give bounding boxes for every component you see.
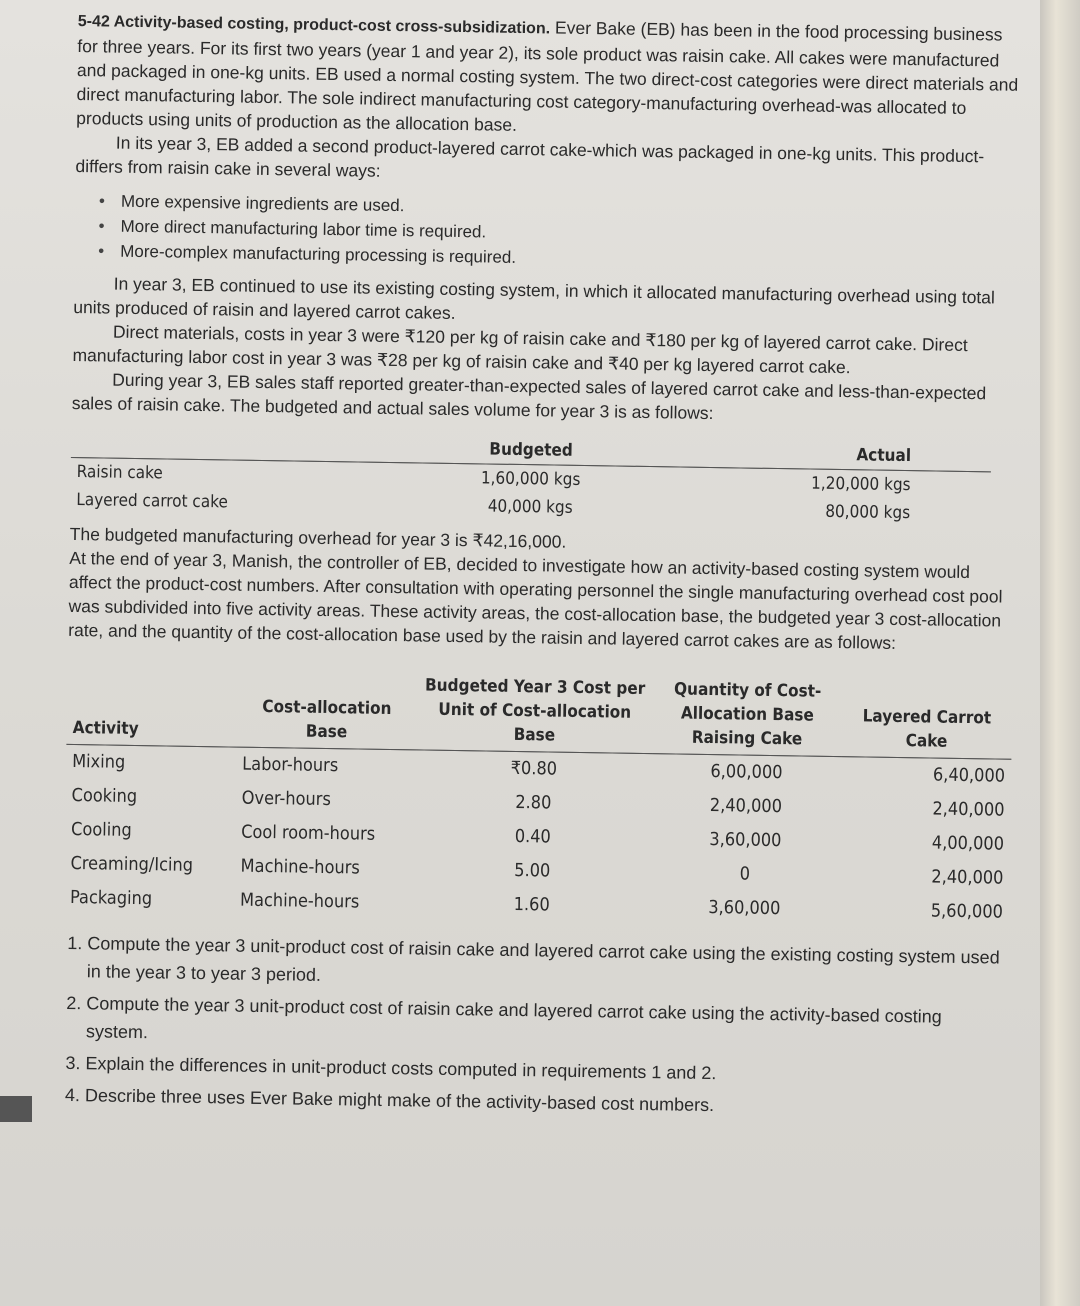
cost-rate: 5.00 [514,859,551,882]
actual-volume: 1,20,000 kgs [810,473,911,496]
bullet-list [74,188,1020,278]
header-activity: Activity [66,664,237,747]
header-cost-rate: Budgeted Year 3 Cost per Unit of Cost-allocation Base [416,669,653,753]
carrot-quantity: 2,40,000 [931,866,1004,889]
bullet-item: • More expensive ingredients are used. [99,188,1020,227]
budgeted-volume: 40,000 kgs [487,496,573,518]
page-margin-marker [0,1096,32,1122]
allocation-base: Machine-hours [240,855,360,879]
requirements-list [61,929,1009,1124]
adjacent-page-edge [1040,0,1080,1306]
header-raisin-quantity: Quantity of Cost-Allocation Base Raising Cake [652,673,842,756]
product-name: Raisin cake [76,462,163,484]
requirement-item: 2. Compute the year 3 unit-product cost of raisin cake and layered carrot cake using the activity-based costing system. [86,989,1008,1059]
allocation-base: Machine-hours [239,889,360,913]
raisin-quantity: 3,60,000 [709,829,782,852]
raisin-quantity: 6,00,000 [710,761,783,784]
requirement-item: 3. Explain the differences in unit-product costs computed in requirements 1 and 2. [85,1049,1006,1091]
cost-rate: 2.80 [515,791,552,814]
activity-name: Cooking [71,784,138,808]
volume-header-budgeted: Budgeted [439,435,623,466]
cost-rate: 0.40 [514,825,551,848]
actual-volume: 80,000 kgs [825,501,911,524]
requirement-item: 4. Describe three uses Ever Bake might make of the activity-based cost numbers. [85,1081,1006,1123]
activity-name: Cooling [70,818,132,841]
header-carrot-quantity: Layered Carrot Cake [841,676,1012,759]
raisin-quantity: 3,60,000 [708,897,781,920]
problem-intro [76,8,1023,145]
cost-rate: ₹0.80 [510,757,558,780]
allocation-base: Over-hours [241,787,332,811]
volume-table [70,429,991,528]
bullet-item: • More direct manufacturing labor time is required. [98,213,1019,252]
carrot-quantity: 5,60,000 [930,900,1004,923]
paragraph-3: In year 3, EB continued to use its existing costing system, in which it allocated manufacturing overhead using total units produced of raisin and layered carrot cakes. [73,273,996,323]
cost-rate: 1.60 [513,893,550,916]
header-allocation-base: Cost-allocation Base [237,667,418,750]
budgeted-volume: 1,60,000 kgs [480,468,581,490]
carrot-quantity: 2,40,000 [932,798,1005,821]
paragraph-4: Direct materials, costs in year 3 were ₹120 per kg of raisin cake and ₹180 per kg of layered carrot cake. Direct manufacturing labor cost in year 3 was ₹28 per kg of raisin cake and ₹40 per kg layered carrot cake. [72,321,968,378]
raisin-quantity: 0 [739,863,751,885]
activity-name: Mixing [71,751,126,773]
raisin-quantity: 2,40,000 [709,795,783,818]
activity-name: Packaging [69,886,153,910]
bullet-item: • More-complex manufacturing processing is required. [98,238,1019,277]
paragraph-5: During year 3, EB sales staff reported greater-than-expected sales of layered carrot cake and less-than-expected sales of raisin cake. The budgeted and actual sales volume for year 3 is as follows: [71,369,987,424]
paragraph-7: At the end of year 3, Manish, the controller of EB, decided to investigate how an activity-based costing system would affect the product-cost numbers. After consultation with operating personnel the single manufacturing overhead cost pool was subdivided into five activity areas. These activity areas, the cost-allocation base, the budgeted year 3 cost-allocation rate, and the quantity of the cost-allocation base used by the raisin and layered carrot cakes are as follows: [68,547,1003,653]
paragraph-6: The budgeted manufacturing overhead for year 3 is ₹42,16,000. [69,523,567,552]
problem-content [61,8,1023,1128]
allocation-base: Labor-hours [242,753,339,777]
carrot-quantity: 6,40,000 [932,764,1006,787]
allocation-base: Cool room-hours [241,821,376,845]
carrot-quantity: 4,00,000 [931,832,1005,855]
product-name: Layered carrot cake [76,490,228,513]
requirement-item: 1. Compute the year 3 unit-product cost of raisin cake and layered carrot cake using the existing costing system used in the year 3 to year 3 period. [87,929,1009,999]
activity-table [64,664,1013,930]
intro-text: Ever Bake (EB) has been in the food processing business for three years. For its first two years (year 1 and year 2), its sole product was raisin cake. All cakes were manufactured and packaged in one-kg units. EB used a normal costing system. The two direct-cost categories were direct materials and direct manufacturing labor. The sole indirect manufacturing cost category-manufacturing overhead-was allocated to products using units of production as the allocation base. [76,17,1019,135]
activity-name: Creaming/Icing [70,852,194,876]
volume-header-actual: Actual [623,438,991,472]
paragraph-2: In its year 3, EB added a second product-layered carrot cake-which was packaged in one-kg units. This product-differs from raisin cake in several ways: [75,132,985,181]
problem-heading: 5-42 Activity-based costing, product-cost cross-subsidization. [77,12,551,38]
